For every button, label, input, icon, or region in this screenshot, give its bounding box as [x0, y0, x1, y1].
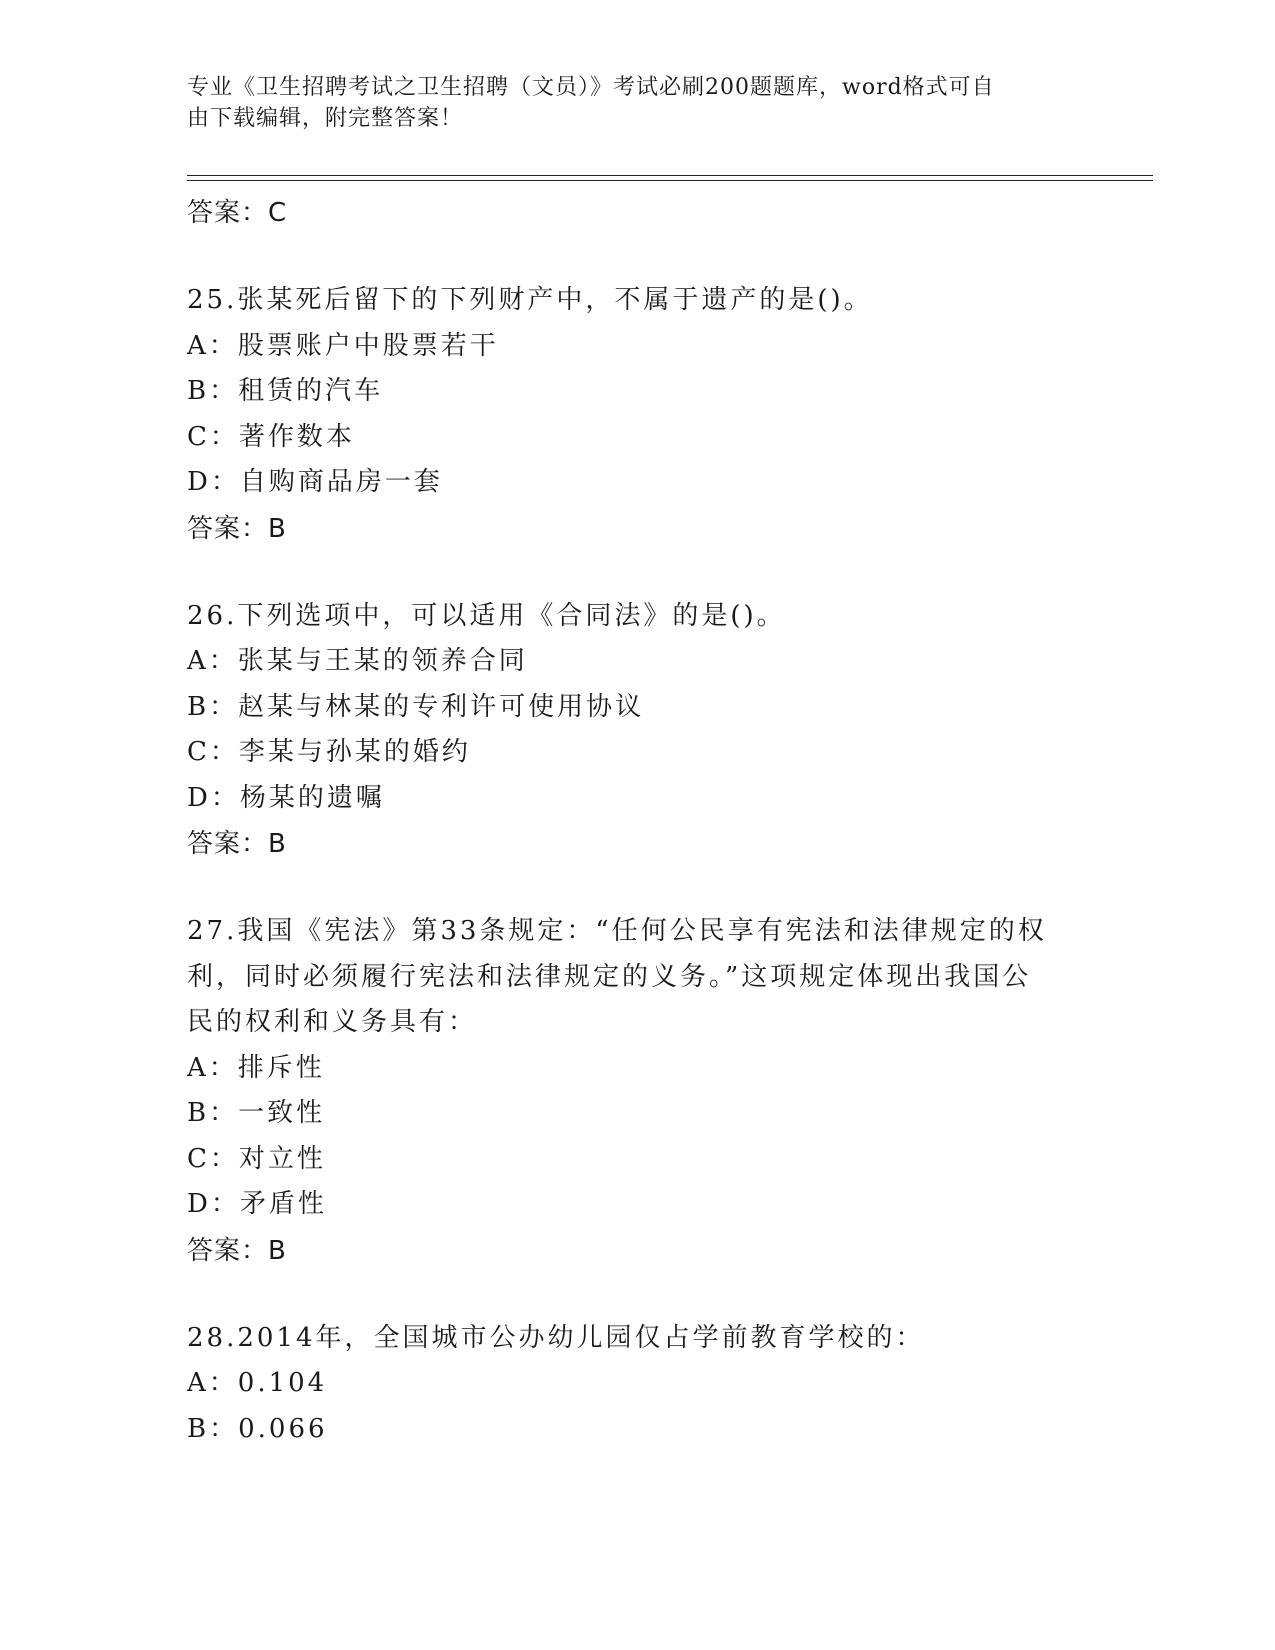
question-block-25 — [187, 278, 1087, 552]
option-d: D：自购商品房一套 — [187, 467, 443, 497]
option-b: B：租赁的汽车 — [187, 376, 384, 406]
answer-line: 答案：B — [187, 829, 287, 859]
option-a: A：股票账户中股票若干 — [187, 330, 499, 361]
option-d: D：杨某的遗嘱 — [187, 782, 385, 813]
option-a: A：0.104 — [187, 1368, 328, 1398]
answer-line: 答案：B — [187, 513, 287, 544]
option-a: A：排斥性 — [187, 1052, 325, 1083]
option-b: B：赵某与林某的专利许可使用协议 — [187, 691, 645, 722]
answer-line: 答案：B — [187, 1235, 287, 1266]
previous-answer: 答案：C — [187, 198, 288, 228]
option-c: C：著作数本 — [187, 421, 355, 452]
question-block-27 — [187, 909, 1087, 1274]
header-line-1: 专业《卫生招聘考试之卫生招聘（文员）》考试必刷200题题库，word格式可自 — [187, 75, 995, 100]
option-c: C：对立性 — [187, 1143, 326, 1174]
option-b: B：一致性 — [187, 1098, 326, 1128]
question-text-line-3: 民的权利和义务具有： — [187, 1007, 478, 1037]
option-b: B：0.066 — [187, 1413, 328, 1444]
question-text: 28.2014年，全国城市公办幼儿园仅占学前教育学校的： — [187, 1322, 925, 1353]
question-block-26 — [187, 594, 1087, 868]
option-c: C：李某与孙某的婚约 — [187, 737, 471, 767]
option-a: A：张某与王某的领养合同 — [187, 646, 528, 676]
question-text: 26.下列选项中，可以适用《合同法》的是()。 — [187, 600, 786, 631]
header-line-2: 由下载编辑，附完整答案！ — [187, 106, 464, 131]
header-divider-bottom — [187, 180, 1153, 181]
question-text: 25.张某死后留下的下列财产中，不属于遗产的是()。 — [187, 285, 873, 315]
question-text-line-2: 利，同时必须履行宪法和法律规定的义务。”这项规定体现出我国公 — [187, 961, 1032, 992]
document-header — [187, 72, 1067, 134]
header-divider-top — [187, 175, 1153, 176]
question-block-28 — [187, 1316, 1087, 1453]
question-text-line-1: 27.我国《宪法》第33条规定：“任何公民享有宪法和法律规定的权 — [187, 916, 1047, 946]
question-list — [187, 190, 1087, 1452]
option-d: D：矛盾性 — [187, 1189, 327, 1219]
